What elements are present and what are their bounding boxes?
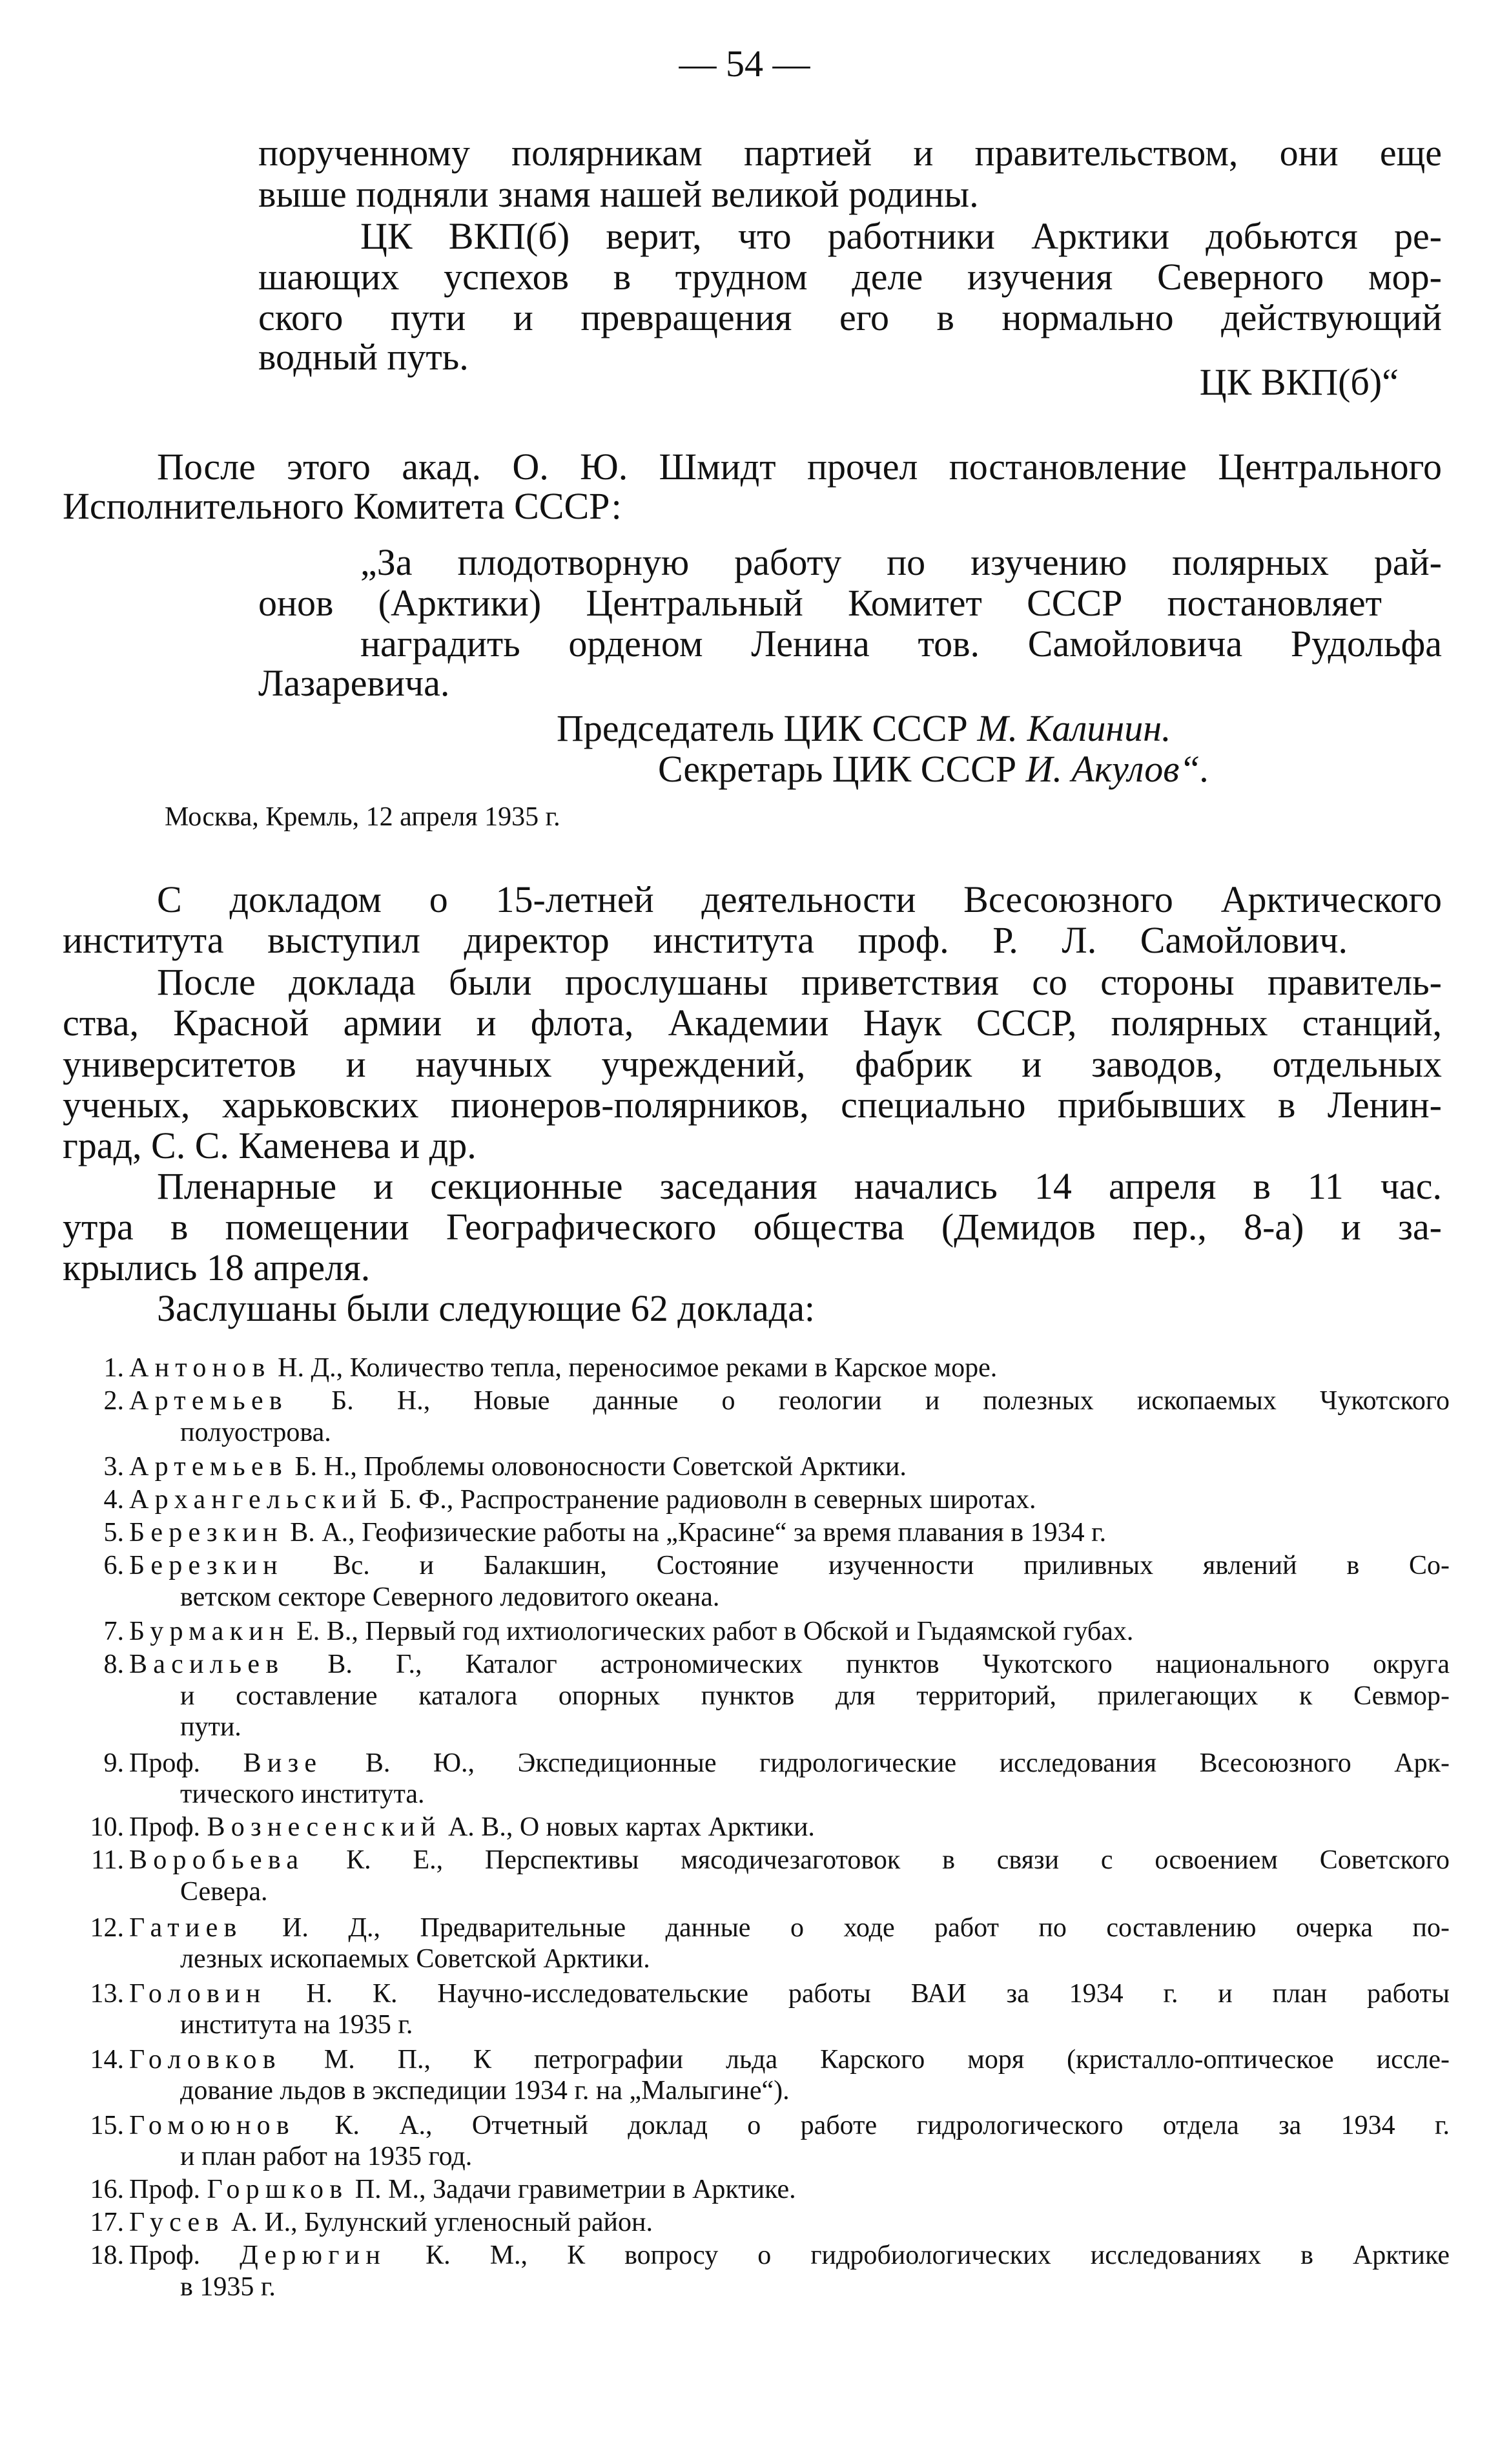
report-line: [129, 1385, 1450, 1416]
text-line: наградить орденом Ленина тов. Самойловича Рудольфа: [360, 623, 1442, 665]
text-line: ученых, харьковских пионеров-полярников, специально прибывших в Ленин-: [63, 1084, 1442, 1126]
report-text: К. А., Отчетный доклад о работе гидрологического отдела за 1934 г.: [294, 2111, 1450, 2140]
report-number: 2.: [103, 1386, 124, 1416]
text-line: „За плодотворную работу по изучению полярных рай-: [360, 541, 1442, 583]
report-text: А. И., Булунский угленосный район.: [224, 2208, 653, 2237]
report-number: 10.: [90, 1812, 124, 1842]
report-text: Б. Н., Новые данные о геологии и полезных ископаемых Чукотского: [287, 1386, 1450, 1416]
report-author: Гомоюнов: [129, 2111, 295, 2140]
report-author: Антонов: [129, 1353, 271, 1383]
report-line: [129, 1517, 1106, 1548]
report-author: Дерюгин: [240, 2241, 387, 2270]
report-title-prefix: Проф.: [129, 1748, 243, 1778]
report-continuation-line: лезных ископаемых Советской Арктики.: [180, 1944, 650, 1974]
signature-title: Секретарь ЦИК СССР: [658, 748, 1026, 790]
report-line: [129, 1912, 1450, 1943]
signature-chairman: [557, 708, 1171, 749]
report-line: [129, 1812, 815, 1843]
signature-name: М. Калинин.: [977, 707, 1171, 749]
list-intro: Заслушаны были следующие 62 доклада:: [157, 1287, 816, 1329]
signature-secretary: [658, 749, 1209, 790]
text-line: После доклада были прослушаны приветствия со стороны правитель-: [157, 961, 1442, 1003]
report-text: П. М., Задачи гравиметрии в Арктике.: [348, 2175, 796, 2204]
report-line: [129, 1550, 1450, 1581]
report-text: Вс. и Балакшин, Состояние изученности приливных явлений в Со-: [283, 1551, 1450, 1580]
report-number: 13.: [90, 1979, 124, 2009]
report-number: 8.: [103, 1650, 124, 1679]
report-number: 15.: [90, 2111, 124, 2140]
report-number: 5.: [103, 1518, 124, 1548]
report-text: Б. Н., Проблемы оловоносности Советской Арктики.: [287, 1452, 907, 1482]
text-line: Лазаревича.: [258, 662, 450, 704]
text-line: После этого акад. О. Ю. Шмидт прочел постановление Центрального: [157, 446, 1442, 488]
report-author: Березкин: [129, 1518, 283, 1548]
report-continuation-line: пути.: [180, 1712, 241, 1742]
text-line: порученному полярникам партией и правительством, они еще: [258, 132, 1442, 174]
report-line: [129, 2110, 1450, 2141]
report-number: 1.: [103, 1353, 124, 1383]
report-number: 14.: [90, 2045, 124, 2075]
report-text: К. Е., Перспективы мясодичезаготовок в связи с освоением Советского: [304, 1845, 1450, 1875]
report-author: Гусев: [129, 2208, 225, 2237]
signature-ck: ЦК ВКП(б)“: [1199, 361, 1399, 403]
report-text: И. Д., Предварительные данные о ходе работ по составлению очерка по-: [242, 1913, 1450, 1943]
report-number: 6.: [103, 1551, 124, 1580]
page-number: — 54 —: [679, 43, 810, 85]
report-title-prefix: Проф.: [129, 2241, 240, 2270]
report-text: Б. Ф., Распространение радиоволн в северных широтах.: [382, 1485, 1036, 1515]
report-text: М. П., К петрографии льда Карского моря (кристалло-оптическое иссле-: [281, 2045, 1450, 2075]
report-continuation-line: тического института.: [180, 1779, 425, 1809]
report-number: 18.: [90, 2241, 124, 2270]
text-line: крылись 18 апреля.: [63, 1247, 371, 1289]
report-text: В. Ю., Экспедиционные гидрологические исследования Всесоюзного Арк-: [322, 1748, 1450, 1778]
report-number: 17.: [90, 2208, 124, 2237]
report-title-prefix: Проф.: [129, 2175, 207, 2204]
report-author: Артемьев: [129, 1386, 288, 1416]
report-author: Бурмакин: [129, 1617, 290, 1646]
text-line: водный путь.: [258, 336, 469, 378]
report-line: [129, 2174, 796, 2205]
report-text: Н. Д., Количество тепла, переносимое реками в Карское море.: [271, 1353, 998, 1383]
text-line: град, С. С. Каменева и др.: [63, 1124, 477, 1166]
report-continuation-line: и составление каталога опорных пунктов для территорий, прилегающих к Севмор-: [180, 1681, 1450, 1711]
report-text: В. Г., Каталог астрономических пунктов Чукотского национального округа: [284, 1650, 1450, 1679]
report-line: [129, 1352, 997, 1383]
report-line: [129, 1978, 1450, 2009]
report-number: 12.: [90, 1913, 124, 1943]
report-title-prefix: Проф.: [129, 1812, 207, 1842]
text-line: Пленарные и секционные заседания начались 14 апреля в 11 час.: [157, 1165, 1442, 1207]
report-author: Горшков: [207, 2175, 349, 2204]
report-line: [129, 2207, 653, 2238]
text-line: С докладом о 15-летней деятельности Всесоюзного Арктического: [157, 878, 1442, 920]
report-text: К. М., К вопросу о гидробиологических исследованиях в Арктике: [386, 2241, 1450, 2270]
report-line: [129, 1845, 1450, 1876]
report-line: [129, 1451, 907, 1482]
report-author: Гатиев: [129, 1913, 243, 1943]
report-author: Вознесенский: [207, 1812, 442, 1842]
text-line: ЦК ВКП(б) верит, что работники Арктики добьются ре-: [360, 215, 1442, 257]
report-continuation-line: дование льдов в экспедиции 1934 г. на „Малыгине“).: [180, 2076, 790, 2106]
report-line: [129, 1484, 1036, 1515]
report-text: Н. К. Научно-исследовательские работы ВАИ за 1934 г. и план работы: [266, 1979, 1450, 2009]
report-author: Воробьева: [129, 1845, 305, 1875]
report-number: 3.: [103, 1452, 124, 1482]
report-text: А. В., О новых картах Арктики.: [441, 1812, 815, 1842]
report-number: 11.: [91, 1845, 124, 1875]
text-line: Исполнительного Комитета СССР:: [63, 485, 622, 527]
report-line: [129, 1649, 1450, 1680]
text-line: ства, Красной армии и флота, Академии Наук СССР, полярных станций,: [63, 1002, 1442, 1044]
report-continuation-line: в 1935 г.: [180, 2272, 276, 2302]
report-line: [129, 1616, 1133, 1647]
report-author: Архангельский: [129, 1485, 383, 1515]
signature-name: И. Акулов“.: [1025, 748, 1210, 790]
report-line: [129, 2240, 1450, 2271]
text-line: ского пути и превращения его в нормально действующий: [258, 296, 1442, 338]
report-continuation-line: института на 1935 г.: [180, 2010, 413, 2040]
report-author: Васильев: [129, 1650, 285, 1679]
report-continuation-line: ветском секторе Северного ледовитого океана.: [180, 1582, 720, 1612]
report-author: Головков: [129, 2045, 282, 2075]
report-line: [129, 2044, 1450, 2075]
report-number: 9.: [103, 1748, 124, 1778]
signature-title: Председатель ЦИК СССР: [557, 707, 978, 749]
report-number: 16.: [90, 2175, 124, 2204]
report-number: 4.: [103, 1485, 124, 1515]
text-line: института выступил директор института проф. Р. Л. Самойлович.: [63, 919, 1348, 961]
report-text: В. А., Геофизические работы на „Красине“ за время плавания в 1934 г.: [283, 1518, 1107, 1548]
text-line: выше подняли знамя нашей великой родины.: [258, 173, 979, 215]
report-number: 7.: [103, 1617, 124, 1646]
text-line: университетов и научных учреждений, фабрик и заводов, отдельных: [63, 1043, 1442, 1085]
text-line: шающих успехов в трудном деле изучения Северного мор-: [258, 256, 1442, 298]
report-author: Березкин: [129, 1551, 283, 1580]
report-author: Визе: [243, 1748, 323, 1778]
report-continuation-line: и план работ на 1935 год.: [180, 2142, 473, 2171]
report-author: Артемьев: [129, 1452, 288, 1482]
place-date: Москва, Кремль, 12 апреля 1935 г.: [165, 802, 560, 832]
text-line: утра в помещении Географического общества (Демидов пер., 8-а) и за-: [63, 1206, 1442, 1248]
report-line: [129, 1748, 1450, 1779]
text-line: онов (Арктики) Центральный Комитет СССР постановляет: [258, 582, 1382, 624]
report-text: Е. В., Первый год ихтиологических работ в Обской и Гыдаямской губах.: [289, 1617, 1134, 1646]
report-continuation-line: полуострова.: [180, 1418, 331, 1447]
report-continuation-line: Севера.: [180, 1877, 268, 1907]
report-author: Головин: [129, 1979, 267, 2009]
